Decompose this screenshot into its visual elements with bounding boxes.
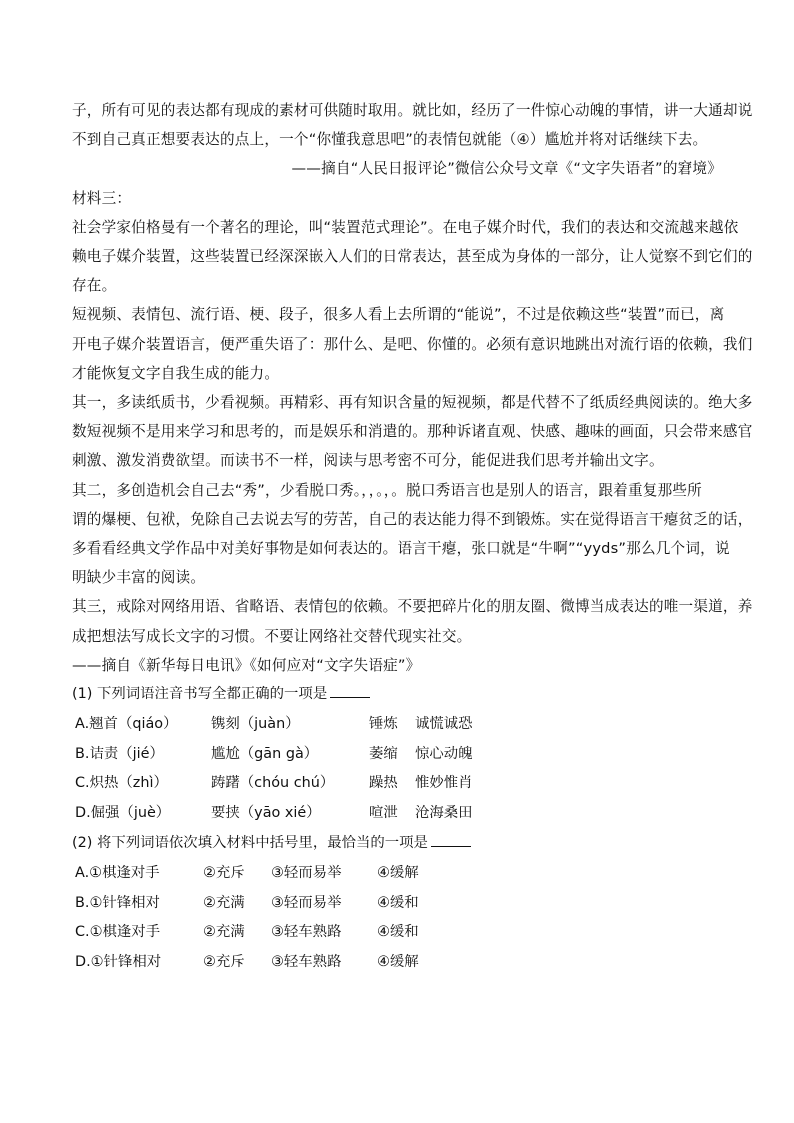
question-2-option-d[interactable]: D.①针锋相对 ②充斥 ③轻车熟路 ④缓解 [75,954,419,971]
question-1-option-b[interactable]: B.诘责（jié） 尴尬（gān gà） 萎缩 惊心动魄 [75,745,473,762]
paragraph-line: 多看看经典文学作品中对美好事物是如何表达的。语言干瘪，张口就是“牛啊”“yyds”那么几个词，说 [72,540,730,558]
answer-blank[interactable] [330,683,370,698]
question-1-option-a[interactable]: A.翘首（qiáo） 镌刻（juàn） 锤炼 诚慌诚恐 [75,715,473,732]
paragraph-line: 其三，戒除对网络用语、省略语、表情包的依赖。不要把碎片化的朋友圈、微博当成表达的唯一渠道，养 [72,598,753,616]
paragraph-line: 短视频、表情包、流行语、梗、段子，很多人看上去所谓的“能说”，不过是依赖这些“装置”而已，离 [72,306,725,324]
paragraph-line: 社会学家伯格曼有一个著名的理论，叫“装置范式理论”。在电子媒介时代，我们的表达和交流越来越依 [72,218,739,236]
paragraph-line: 谓的爆梗、包袱，免除自己去说去写的劳苦，自己的表达能力得不到锻炼。实在觉得语言干瘪贫乏的话， [72,510,753,528]
source-citation: ——摘自《新华每日电讯》《如何应对“文字失语症”》 [72,656,421,674]
answer-blank[interactable] [431,832,471,847]
question-1-option-d[interactable]: D.倔强（juè） 要挟（yāo xié） 喧泄 沧海桑田 [75,805,473,822]
paragraph-line: 成把想法写成长文字的习惯。不要让网络社交替代现实社交。 [72,627,472,645]
question-2-stem: (2) 将下列词语依次填入材料中括号里，最恰当的一项是 [72,829,722,859]
document-page [72,96,753,978]
paragraph-line: 存在。 [72,277,117,295]
question-2-option-c[interactable]: C.①棋逢对手 ②充满 ③轻车熟路 ④缓和 [75,924,419,941]
paragraph-line: 子，所有可见的表达都有现成的素材可供随时取用。就比如，经历了一件惊心动魄的事情，讲一大通却说 [72,102,753,119]
paragraph-line: 刺激、激发消费欲望。而读书不一样，阅读与思考密不可分，能促进我们思考并输出文字。 [72,452,664,470]
source-citation: ——摘自“人民日报评论”微信公众号文章《“文字失语者”的窘境》 [291,160,722,178]
question-1-stem: (1) 下列词语注音书写全都正确的一项是 [72,680,722,710]
section-heading: 材料三： [72,189,132,207]
paragraph-line: 赖电子媒介装置，这些装置已经深深嵌入人们的日常表达，甚至成为身体的一部分，让人觉察不到它们的 [72,248,753,266]
paragraph-line: 其二，多创造机会自己去“秀”，少看脱口秀。，，。，。脱口秀语言也是别人的语言，跟着重复那些所 [72,481,702,499]
question-2-option-b[interactable]: B.①针锋相对 ②充满 ③轻而易举 ④缓和 [75,894,419,911]
paragraph-line: 才能恢复文字自我生成的能力。 [72,364,280,382]
paragraph-line: 开电子媒介装置语言，便严重失语了：那什么、是吧、你懂的。必须有意识地跳出对流行语的依赖，我们 [72,335,753,353]
question-1-option-c[interactable]: C.炽热（zhì） 踌躇（chóu chú） 躁热 惟妙惟肖 [75,775,473,792]
paragraph-line: 不到自己真正想要表达的点上，一个“你懂我意思吧”的表情包就能（④）尴尬并将对话继续下去。 [72,131,708,149]
paragraph-line: 其一，多读纸质书，少看视频。再精彩、再有知识含量的短视频，都是代替不了纸质经典阅读的。绝大多 [72,394,753,412]
question-2-option-a[interactable]: A.①棋逢对手 ②充斥 ③轻而易举 ④缓解 [75,864,419,881]
paragraph-line: 数短视频不是用来学习和思考的，而是娱乐和消遣的。那种诉诸直观、快感、趣味的画面，只会带来感官 [72,423,753,441]
paragraph-line: 明缺少丰富的阅读。 [72,569,206,587]
